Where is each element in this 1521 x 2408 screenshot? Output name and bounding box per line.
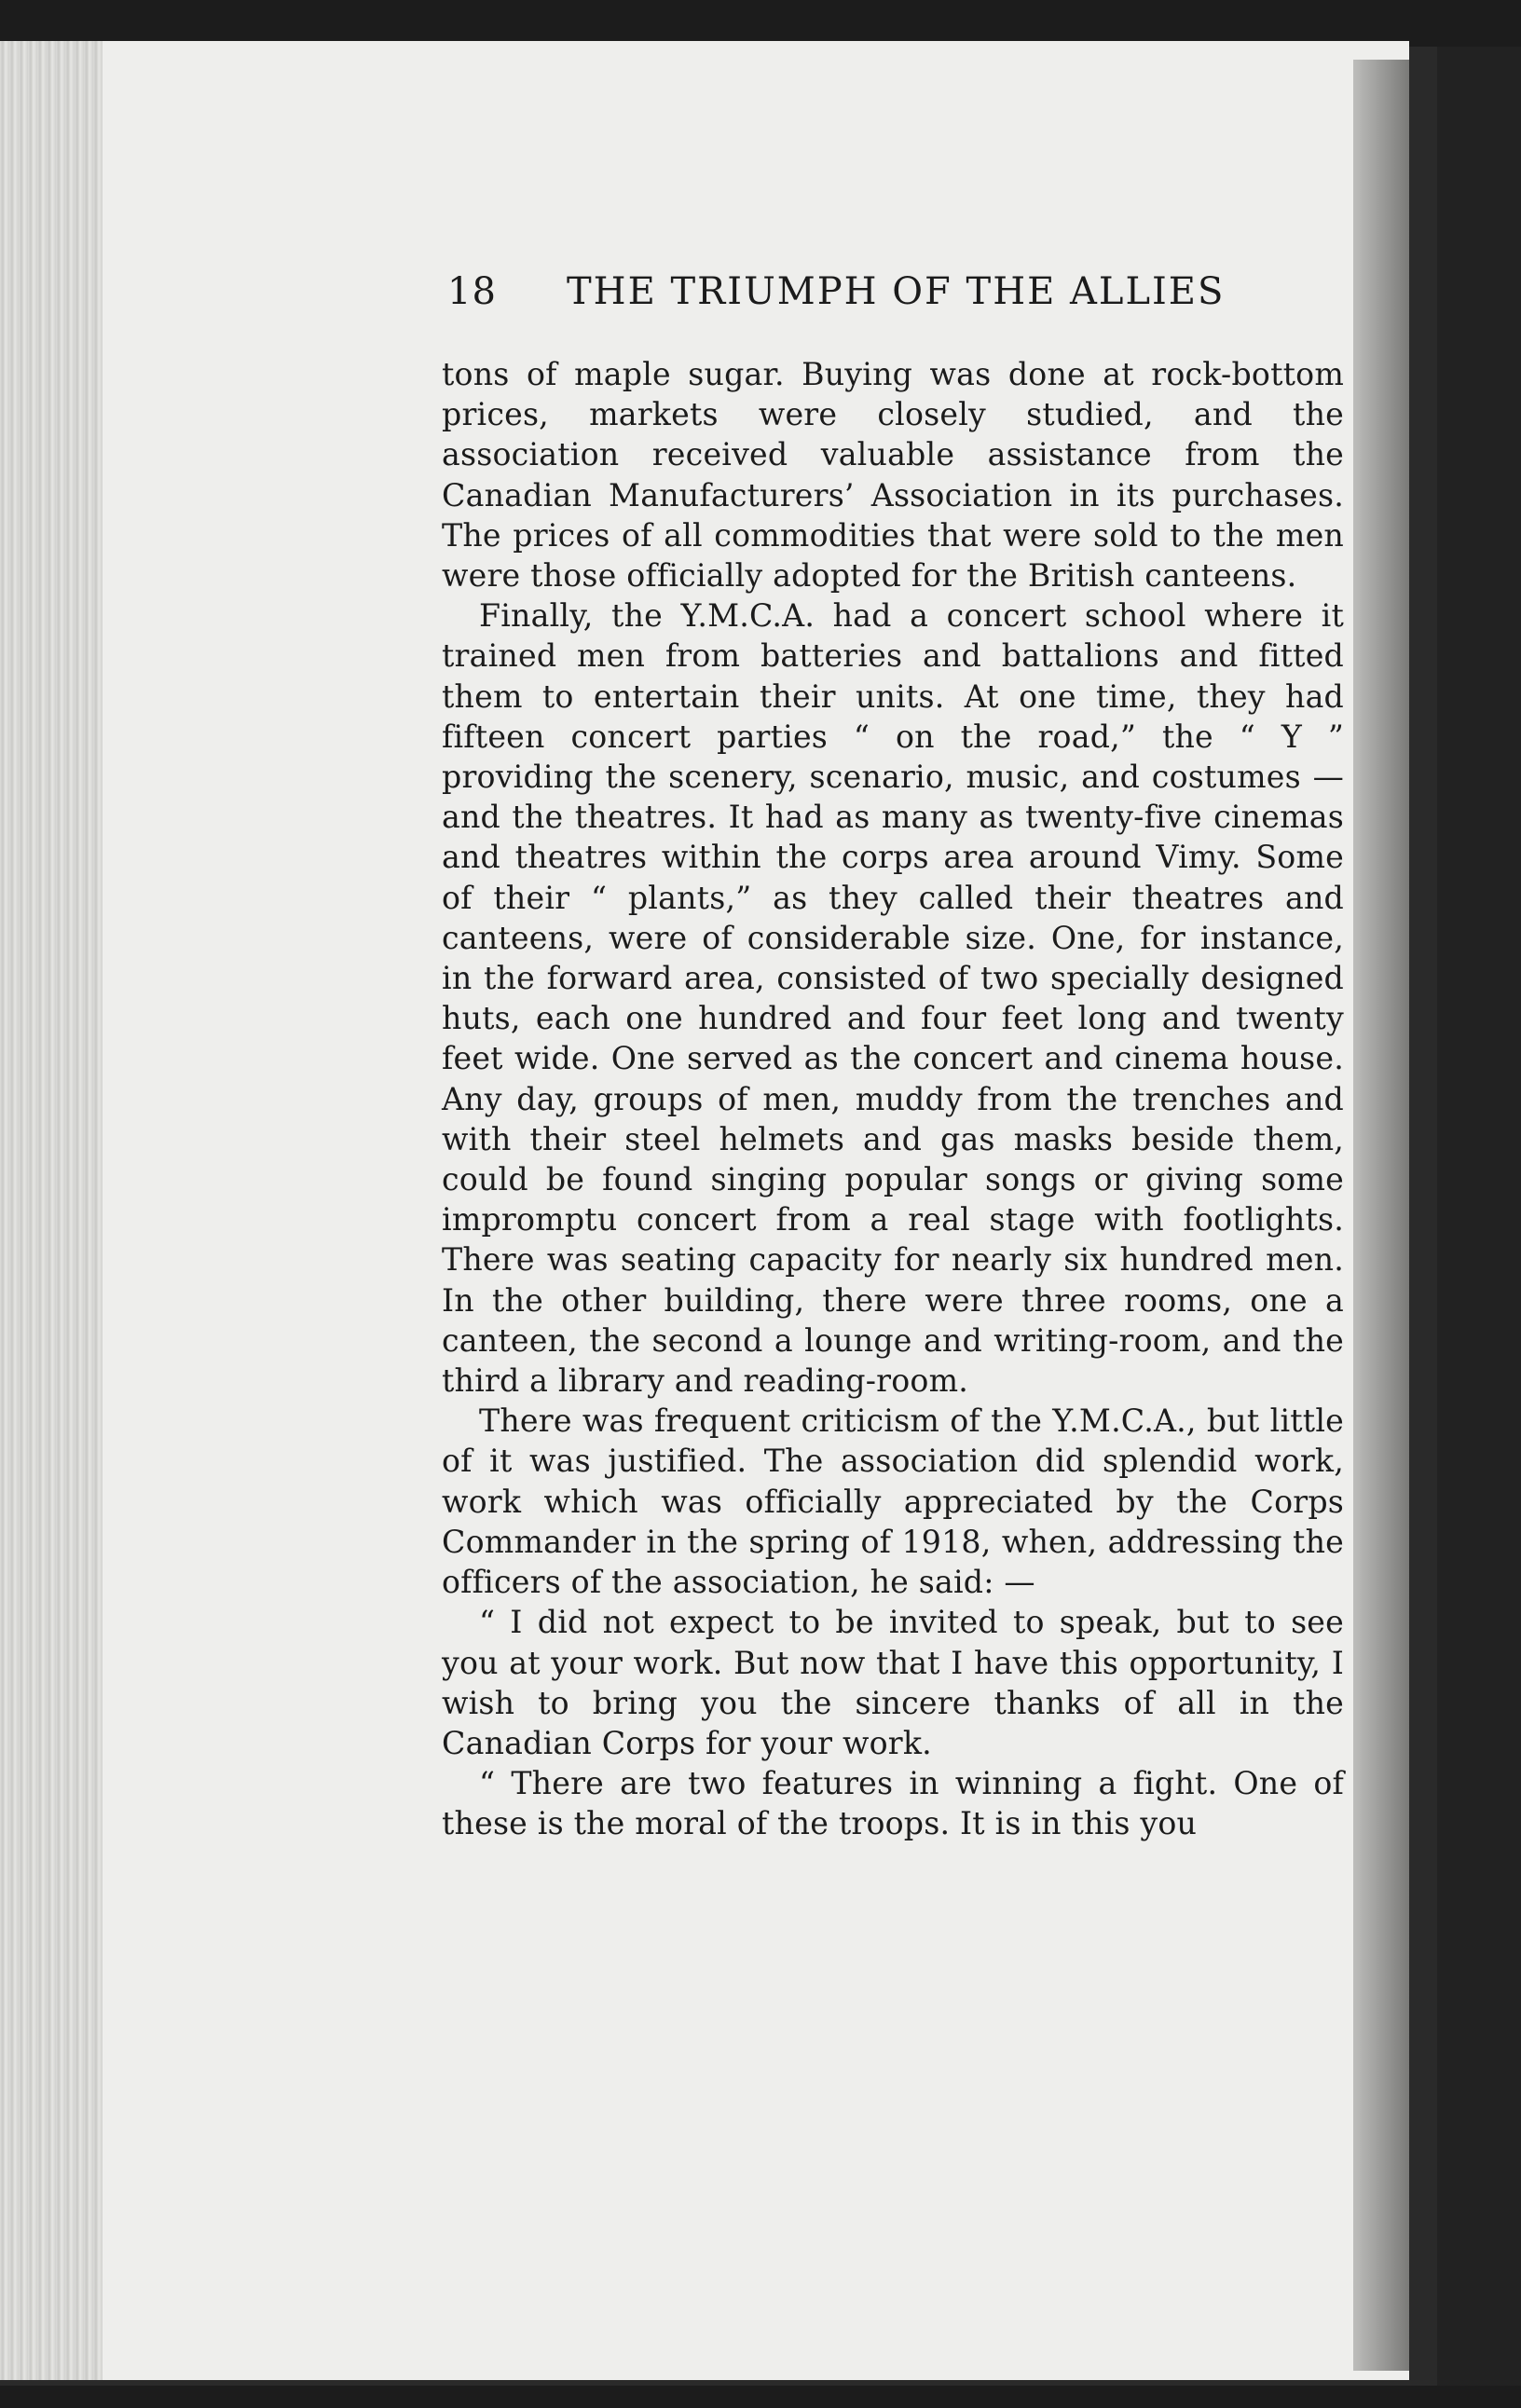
paragraph: Finally, the Y.M.C.A. had a concert school where it trained men from batteries and battalions and fitted them to entertain their units. At one time, they had fifteen concert parties “ on the road,” the “ Y ” providing the scenery, scenario, music, and costumes — and the theatres. It had as many as twenty-five cinemas and theatres within the corps area around Vimy. Some of their “ plants,” as they called their theatres and canteens, were of considerable size. One, for instance, in the forward area, consisted of two specially designed huts, each one hundred and four feet long and twenty feet wide. One served as the concert and cinema house. Any day, groups of men, muddy from the trenches and with their steel helmets and gas masks beside them, could be found singing popular songs or giving some impromptu concert from a real stage with footlights. There was seating capacity for nearly six hundred men. In the other building, there were three rooms, one a canteen, the second a lounge and writing-room, and the third a library and reading-room. bbox=[442, 597, 1344, 1400]
running-title: THE TRIUMPH OF THE ALLIES bbox=[567, 270, 1226, 313]
paragraph: tons of maple sugar. Buying was done at rock-bottom prices, markets were closely studied, and the association received valuable assistance from the Canadian Manufacturers’ Association in its purchases. The prices of all commodities that were sold to the men were those officially adopted for the British canteens. bbox=[442, 356, 1344, 595]
scan-right-border bbox=[1437, 47, 1521, 2408]
paragraph: “ I did not expect to be invited to speak, but to see you at your work. But now that I have this opportunity, I wish to bring you the sincere thanks of all in the Canadian Corps for your work. bbox=[442, 1604, 1344, 1761]
running-head bbox=[442, 270, 1344, 326]
page-content bbox=[442, 270, 1344, 1844]
page-gutter-edge bbox=[0, 41, 103, 2380]
page-number: 18 bbox=[447, 270, 497, 313]
scan-bottom-border bbox=[0, 2386, 1521, 2408]
paragraph: There was frequent criticism of the Y.M.C.A., but little of it was justified. The association did splendid work, work which was officially appreciated by the Corps Commander in the spring of 1918, when, addressing the officers of the association, he said: — bbox=[442, 1402, 1344, 1601]
body-text bbox=[442, 354, 1344, 1844]
scan-top-border bbox=[0, 0, 1521, 47]
paragraph: “ There are two features in winning a fight. One of these is the moral of the troops. It is in this you bbox=[442, 1765, 1344, 1842]
page-right-shadow bbox=[1353, 60, 1409, 2371]
